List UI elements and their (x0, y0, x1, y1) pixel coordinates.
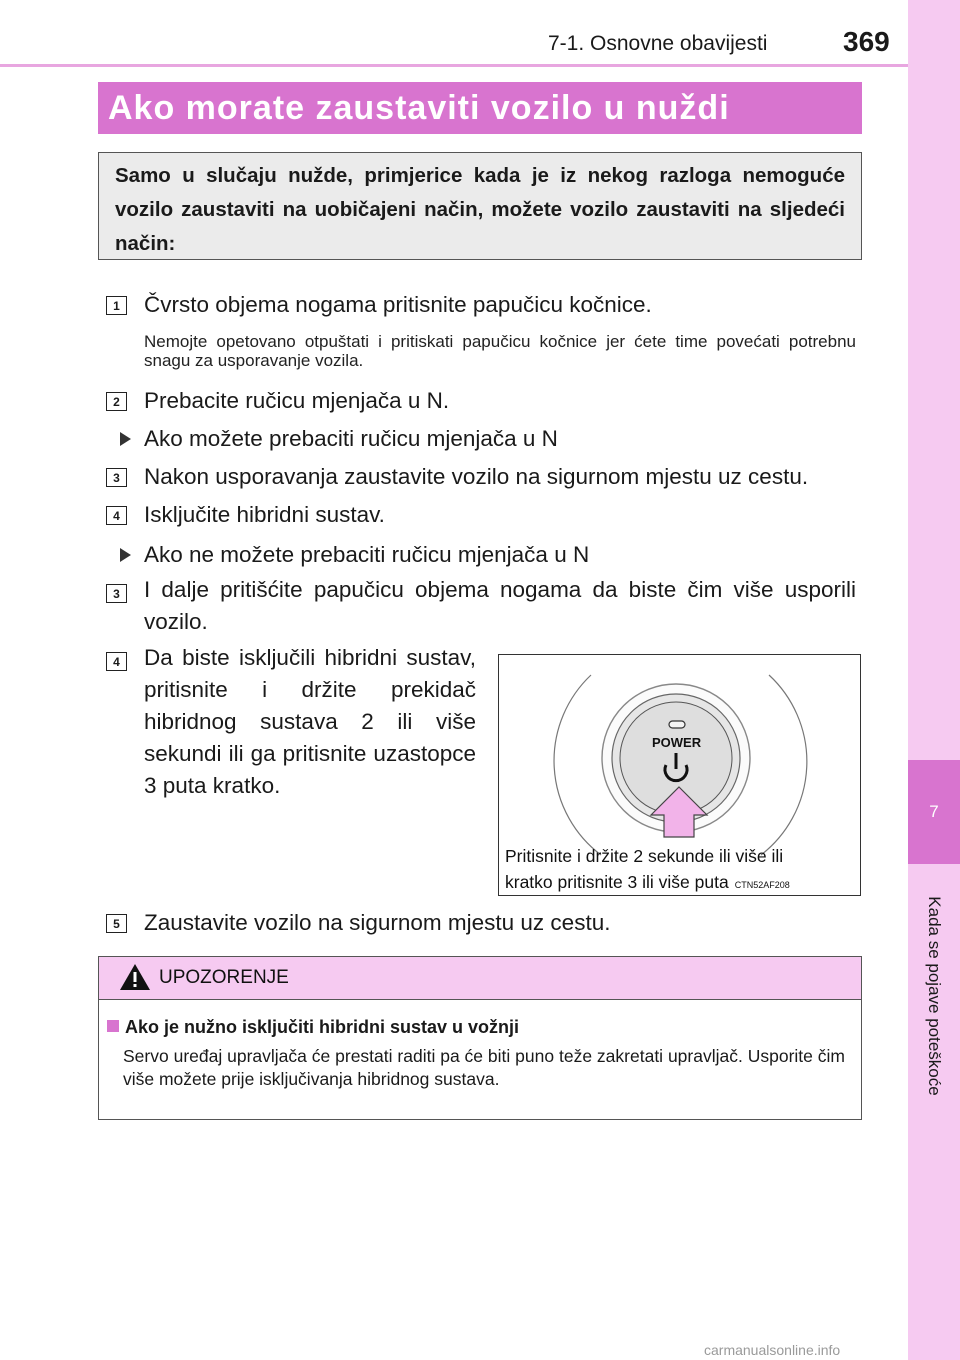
step-number: 2 (106, 392, 127, 411)
step-text: I dalje pritišćite papučicu objema nogama da biste čim više usporili vozilo. (144, 577, 856, 634)
step-text: Isključite hibridni sustav. (144, 502, 385, 527)
page-number: 369 (843, 26, 890, 57)
section-title: Ako morate zaustaviti vozilo u nuždi (98, 82, 862, 134)
step-text: Zaustavite vozilo na sigurnom mjestu uz cestu. (144, 910, 611, 935)
caption-line-1: Pritisnite i držite 2 sekunde ili više ili (505, 846, 784, 866)
warning-subtitle: Ako je nužno isključiti hibridni sustav u vožnji (125, 1017, 520, 1037)
side-tab (908, 0, 960, 1360)
intro-box: Samo u slučaju nužde, primjerice kada je iz nekog razloga nemoguće vozilo zaustaviti na uobičajeni način, možete vozilo zaustaviti na sljedeći način: (98, 152, 862, 260)
caption-line-2: kratko pritisnite 3 ili više puta (505, 872, 729, 892)
warning-text: Servo uređaj upravljača će prestati raditi pa će biti puno teže zakretati upravljač. Usporite čim više možete prije isključivanja hibridnog sustava. (123, 1046, 845, 1089)
warning-header (99, 957, 861, 1000)
step-note: Nemojte opetovano otpuštati i pritiskati papučicu kočnice jer ćete time povećati potrebnu snagu za usporavanje vozila. (144, 332, 856, 370)
header-section-title: 7-1. Osnovne obavijesti (548, 32, 768, 55)
step-text: Da biste isključili hibridni sustav, pritisnite i držite prekidač hibridnog sustava 2 ili više sekundi ili ga pritisnite uzastopce 3 puta kratko. (144, 645, 476, 798)
warning-title: UPOZORENJE (159, 967, 289, 988)
header-rule (0, 64, 960, 67)
step-number: 3 (106, 468, 127, 487)
step-text: Prebacite ručicu mjenjača u N. (144, 388, 450, 413)
bullet-square-icon (107, 1020, 119, 1032)
step-number: 3 (106, 584, 127, 603)
warning-subtitle-row (107, 1017, 519, 1038)
step-number: 5 (106, 914, 127, 933)
step-text: Čvrsto objema nogama pritisnite papučicu kočnice. (144, 292, 652, 317)
chapter-title-vertical: Kada se pojave poteškoće (925, 896, 944, 1096)
figure-caption (505, 843, 790, 896)
condition-heading: Ako možete prebaciti ručicu mjenjača u N (144, 426, 558, 451)
step-number: 4 (106, 652, 127, 671)
warning-box (98, 956, 862, 1120)
condition-arrow-icon (120, 548, 131, 562)
chapter-number-tab: 7 (908, 760, 960, 864)
warning-icon (119, 963, 151, 991)
step-number: 4 (106, 506, 127, 525)
power-label: POWER (652, 735, 702, 750)
figure-code: CTN52AF208 (734, 880, 790, 890)
step-text: Nakon usporavanja zaustavite vozilo na sigurnom mjestu uz cestu. (144, 464, 809, 489)
power-switch-figure (498, 654, 861, 896)
condition-heading: Ako ne možete prebaciti ručicu mjenjača u N (144, 542, 590, 567)
step-number: 1 (106, 296, 127, 315)
condition-arrow-icon (120, 432, 131, 446)
watermark: carmanualsonline.info (704, 1342, 841, 1358)
